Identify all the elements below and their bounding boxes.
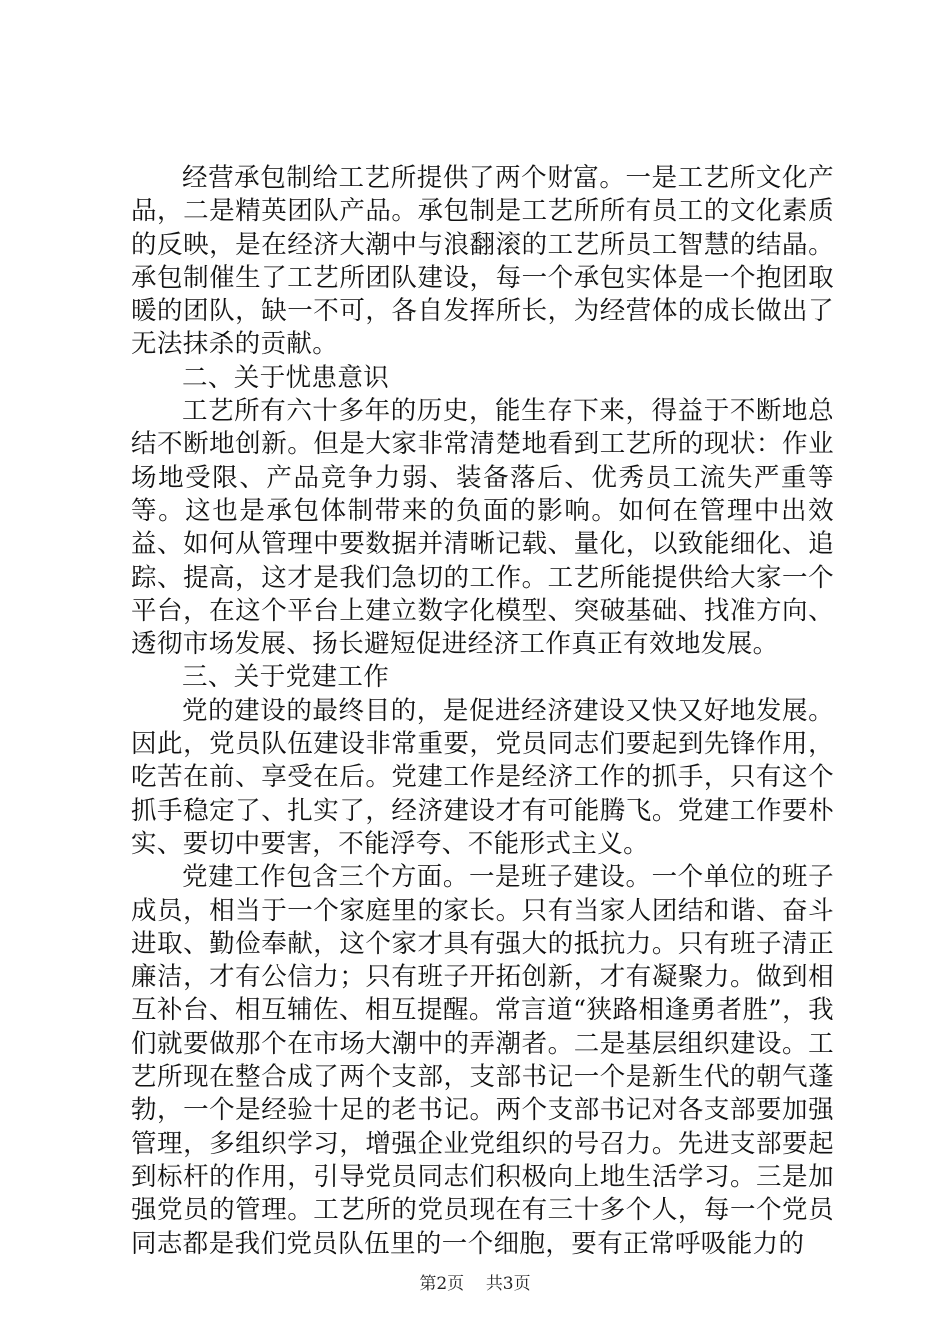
- paragraph: 党的建设的最终目的，是促进经济建设又快又好地发展。因此，党员队伍建设非常重要，党员同志们要起到先锋作用，吃苦在前、享受在后。党建工作是经济工作的抓手，只有这个抓手稳定了、扎实了，经济建设才有可能腾飞。党建工作要朴实、要切中要害，不能浮夸、不能形式主义。: [131, 695, 834, 859]
- section-heading: 三、关于党建工作: [182, 662, 390, 693]
- section-heading: 二、关于忧患意识: [182, 362, 390, 393]
- page-total: 共3页: [485, 1274, 531, 1294]
- page-number: 第2页: [419, 1274, 465, 1294]
- paragraph: 经营承包制给工艺所提供了两个财富。一是工艺所文化产品，二是精英团队产品。承包制是工艺所所有员工的文化素质的反映，是在经济大潮中与浪翻滚的工艺所员工智慧的结晶。承包制催生了工艺所团队建设，每一个承包实体是一个抱团取暖的团队，缺一不可，各自发挥所长，为经营体的成长做出了无法抹杀的贡献。: [131, 163, 834, 360]
- paragraph: 党建工作包含三个方面。一是班子建设。一个单位的班子成员，相当于一个家庭里的家长。只有当家人团结和谐、奋斗进取、勤俭奉献，这个家才具有强大的抵抗力。只有班子清正廉洁，才有公信力；只有班子开拓创新，才有凝聚力。做到相互补台、相互辅佐、相互提醒。常言道“狭路相逢勇者胜”，我们就要做那个在市场大潮中的弄潮者。二是基层组织建设。工艺所现在整合成了两个支部，支部书记一个是新生代的朝气蓬勃，一个是经验十足的老书记。两个支部书记对各支部要加强管理，多组织学习，增强企业党组织的号召力。先进支部要起到标杆的作用，引导党员同志们积极向上地生活学习。三是加强党员的管理。工艺所的党员现在有三十多个人，每一个党员同志都是我们党员队伍里的一个细胞，要有正常呼吸能力的: [131, 862, 834, 1259]
- document-body: [131, 162, 834, 1261]
- page-separator: [470, 1274, 481, 1294]
- page-footer: [0, 1273, 950, 1295]
- paragraph: 工艺所有六十多年的历史，能生存下来，得益于不断地总结不断地创新。但是大家非常清楚地看到工艺所的现状：作业场地受限、产品竞争力弱、装备落后、优秀员工流失严重等等。这也是承包体制带来的负面的影响。如何在管理中出效益、如何从管理中要数据并清晰记载、量化，以致能细化、追踪、提高，这才是我们急切的工作。工艺所能提供给大家一个平台，在这个平台上建立数字化模型、突破基础、找准方向、透彻市场发展、扬长避短促进经济工作真正有效地发展。: [131, 396, 834, 660]
